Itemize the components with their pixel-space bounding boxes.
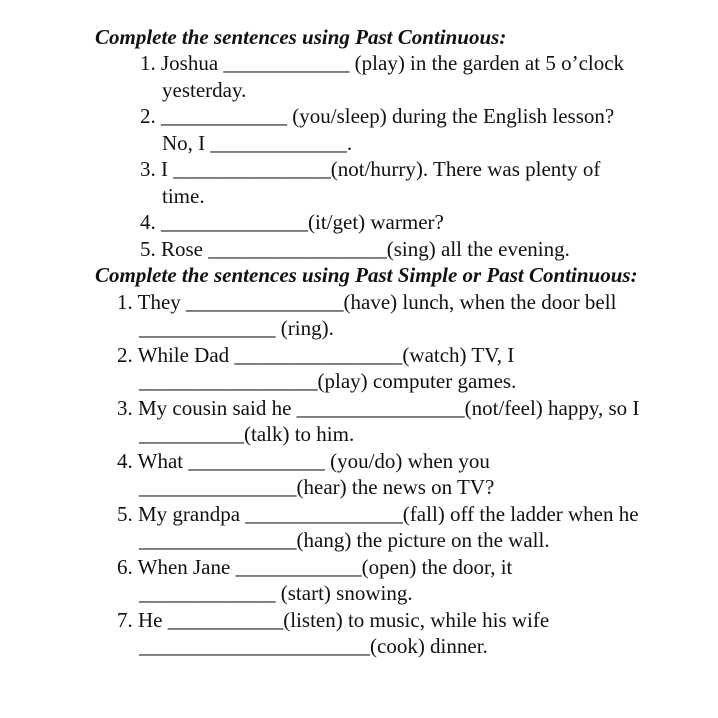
section2-item-4-line1: 4. What _____________ (you/do) when you bbox=[117, 449, 490, 473]
section2-item-2-line1: 2. While Dad ________________(watch) TV, I bbox=[117, 343, 515, 367]
section2-item-5-line2: _______________(hang) the picture on the wall. bbox=[139, 528, 550, 552]
section1-item-3-line2: time. bbox=[162, 184, 205, 208]
section2-item-6-line1: 6. When Jane ____________(open) the door, it bbox=[117, 555, 513, 579]
section2-item-4-line2: _______________(hear) the news on TV? bbox=[139, 475, 495, 499]
section1-item-4-line1: 4. ______________(it/get) warmer? bbox=[140, 210, 444, 234]
section2-heading: Complete the sentences using Past Simple or Past Continuous: bbox=[95, 263, 638, 287]
section2-item-3-line2: __________(talk) to him. bbox=[139, 422, 355, 446]
section2-item-3-line1: 3. My cousin said he ________________(not/feel) happy, so I bbox=[117, 396, 640, 420]
section1-item-2-line1: 2. ____________ (you/sleep) during the English lesson? bbox=[140, 104, 615, 128]
section1-item-1-line1: 1. Joshua ____________ (play) in the garden at 5 o’clock bbox=[140, 51, 625, 75]
section2-item-7-line2: ______________________(cook) dinner. bbox=[139, 634, 488, 658]
section2-item-5-line1: 5. My grandpa _______________(fall) off the ladder when he bbox=[117, 502, 639, 526]
section1-item-5-line1: 5. Rose _________________(sing) all the evening. bbox=[140, 237, 570, 261]
section2-item-6-line2: _____________ (start) snowing. bbox=[139, 581, 413, 605]
section2-item-1-line2: _____________ (ring). bbox=[139, 316, 334, 340]
section1-item-2-line2: No, I _____________. bbox=[162, 131, 353, 155]
section1-item-3-line1: 3. I _______________(not/hurry). There was plenty of bbox=[140, 157, 601, 181]
section2-item-7-line1: 7. He ___________(listen) to music, while his wife bbox=[117, 608, 550, 632]
section1-item-1-line2: yesterday. bbox=[162, 78, 247, 102]
section1-heading: Complete the sentences using Past Continuous: bbox=[95, 25, 507, 49]
section2-item-1-line1: 1. They _______________(have) lunch, when the door bell bbox=[117, 290, 617, 314]
section2-item-2-line2: _________________(play) computer games. bbox=[139, 369, 517, 393]
